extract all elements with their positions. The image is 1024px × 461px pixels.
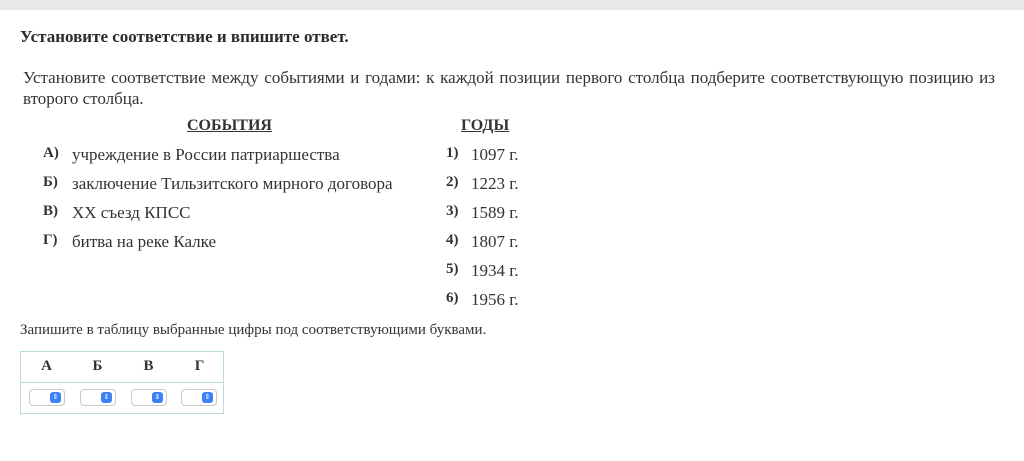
answer-select-v[interactable] (131, 389, 167, 406)
event-item (43, 174, 443, 196)
year-number: 5) (446, 261, 459, 277)
updown-chevron-icon: ⇕ (50, 392, 61, 403)
task-title: Установите соответствие и впишите ответ. (20, 27, 349, 46)
event-letter: Г) (43, 232, 58, 248)
event-item (43, 203, 443, 225)
year-text: 1956 г. (471, 290, 519, 309)
year-number: 4) (446, 232, 459, 248)
events-column-header: СОБЫТИЯ (187, 117, 272, 134)
answer-select-g[interactable] (181, 389, 217, 406)
answer-column-v: В (143, 358, 154, 374)
updown-chevron-icon: ⇕ (202, 392, 213, 403)
year-number: 2) (446, 174, 459, 190)
answer-column-b: Б (92, 358, 103, 374)
answer-table-header (21, 352, 223, 383)
event-item (43, 145, 443, 167)
updown-chevron-icon: ⇕ (101, 392, 112, 403)
event-text: учреждение в России патриаршества (72, 145, 340, 164)
event-text: XX съезд КПСС (72, 203, 191, 222)
answer-select-b[interactable] (80, 389, 116, 406)
year-number: 3) (446, 203, 459, 219)
event-text: заключение Тильзитского мирного договора (72, 174, 393, 193)
event-item (43, 232, 443, 254)
answer-column-a: А (41, 358, 52, 374)
top-bar (0, 0, 1024, 10)
event-text: битва на реке Калке (72, 232, 217, 251)
year-text: 1097 г. (471, 145, 519, 164)
year-item (446, 145, 566, 167)
task-instruction: Установите соответствие между событиями и годами: к каждой позиции первого столбца подберите соответствующую позицию из второго столбца. (23, 68, 995, 108)
year-item (446, 290, 566, 312)
year-number: 1) (446, 145, 459, 161)
answer-select-a[interactable] (29, 389, 65, 406)
year-item (446, 174, 566, 196)
event-letter: В) (43, 203, 58, 219)
answer-table (20, 351, 224, 414)
year-text: 1934 г. (471, 261, 519, 280)
answer-column-g: Г (194, 358, 205, 374)
year-text: 1807 г. (471, 232, 519, 251)
event-letter: А) (43, 145, 59, 161)
event-letter: Б) (43, 174, 58, 190)
year-text: 1223 г. (471, 174, 519, 193)
answer-instruction: Запишите в таблицу выбранные цифры под соответствующими буквами. (20, 322, 487, 338)
updown-chevron-icon: ⇕ (152, 392, 163, 403)
year-item (446, 203, 566, 225)
year-text: 1589 г. (471, 203, 519, 222)
year-number: 6) (446, 290, 459, 306)
years-column-header: ГОДЫ (461, 117, 510, 134)
year-item (446, 232, 566, 254)
year-item (446, 261, 566, 283)
